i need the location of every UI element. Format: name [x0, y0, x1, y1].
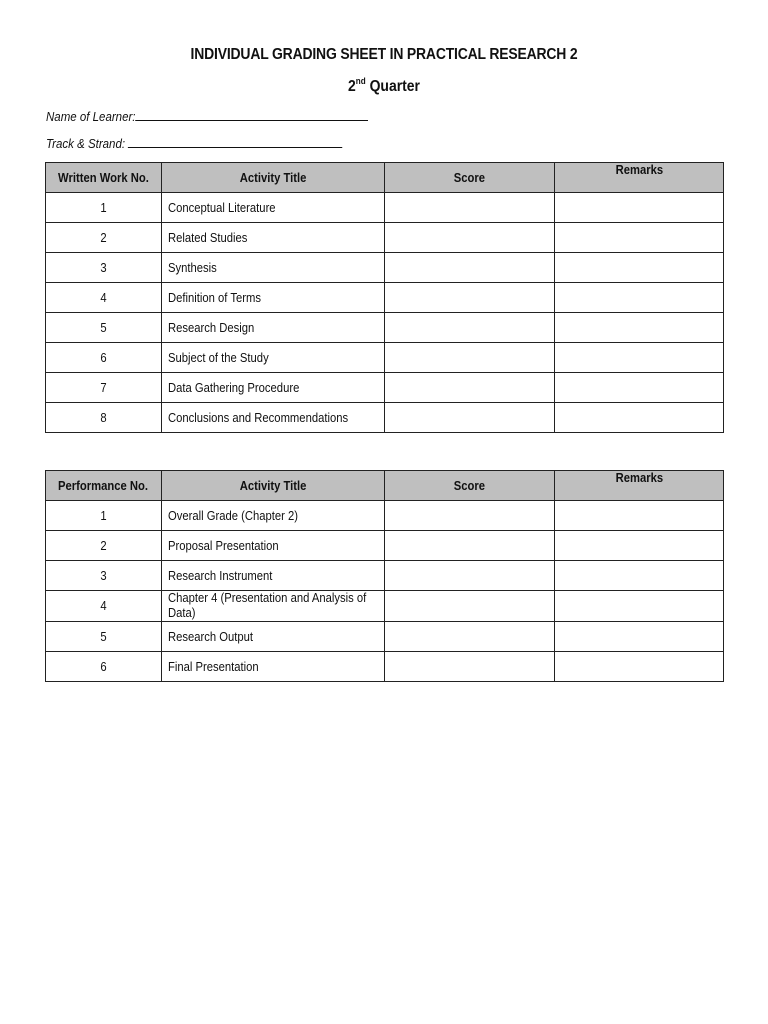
- remarks-cell[interactable]: [555, 253, 724, 283]
- written-work-number: 7: [46, 373, 162, 403]
- track-strand-field: [46, 135, 343, 151]
- remarks-cell[interactable]: [555, 283, 724, 313]
- table-row: [46, 373, 724, 403]
- written-work-number: 5: [46, 313, 162, 343]
- table-row: [46, 622, 724, 652]
- column-header-remarks: Remarks: [555, 163, 724, 193]
- quarter-ordinal-suffix: nd: [355, 76, 366, 86]
- performance-number: 3: [46, 561, 162, 591]
- table-row: [46, 531, 724, 561]
- column-header-activity-title: Activity Title: [162, 163, 385, 193]
- score-cell[interactable]: [385, 373, 555, 403]
- quarter-word: Quarter: [365, 78, 420, 96]
- document-title: INDIVIDUAL GRADING SHEET IN PRACTICAL RESEARCH 2: [190, 46, 578, 63]
- column-header-activity-title: Activity Title: [162, 471, 385, 501]
- column-header-performance-no: Performance No.: [46, 471, 162, 501]
- score-cell[interactable]: [385, 652, 555, 682]
- learner-name-blank[interactable]: [135, 108, 368, 121]
- quarter-heading: [38, 77, 729, 96]
- table-row: [46, 313, 724, 343]
- written-work-number: 6: [46, 343, 162, 373]
- table-row: [46, 343, 724, 373]
- written-work-table: [45, 162, 724, 433]
- activity-title: Conclusions and Recommendations: [162, 403, 385, 433]
- score-cell[interactable]: [385, 313, 555, 343]
- track-strand-blank[interactable]: [128, 135, 342, 148]
- table-header-row: [46, 163, 724, 193]
- activity-title: Conceptual Literature: [162, 193, 385, 223]
- table-header-row: [46, 471, 724, 501]
- score-cell[interactable]: [385, 223, 555, 253]
- score-cell[interactable]: [385, 343, 555, 373]
- score-cell[interactable]: [385, 403, 555, 433]
- column-header-remarks: Remarks: [555, 471, 724, 501]
- performance-number: 1: [46, 501, 162, 531]
- quarter-number: 2: [348, 78, 356, 96]
- activity-title: Definition of Terms: [162, 283, 385, 313]
- remarks-cell[interactable]: [555, 403, 724, 433]
- activity-title: Final Presentation: [162, 652, 385, 682]
- score-cell[interactable]: [385, 591, 555, 622]
- remarks-cell[interactable]: [555, 622, 724, 652]
- table-row: [46, 403, 724, 433]
- written-work-number: 1: [46, 193, 162, 223]
- remarks-cell[interactable]: [555, 652, 724, 682]
- learner-name-label: Name of Learner:: [46, 110, 136, 124]
- score-cell[interactable]: [385, 561, 555, 591]
- score-cell[interactable]: [385, 501, 555, 531]
- remarks-cell[interactable]: [555, 313, 724, 343]
- performance-number: 2: [46, 531, 162, 561]
- score-cell[interactable]: [385, 193, 555, 223]
- written-work-number: 3: [46, 253, 162, 283]
- track-strand-label: Track & Strand:: [46, 137, 129, 151]
- remarks-cell[interactable]: [555, 501, 724, 531]
- table-row: [46, 561, 724, 591]
- activity-title: Data Gathering Procedure: [162, 373, 385, 403]
- activity-title: Overall Grade (Chapter 2): [162, 501, 385, 531]
- activity-title: Synthesis: [162, 253, 385, 283]
- written-work-number: 2: [46, 223, 162, 253]
- activity-title: Research Instrument: [162, 561, 385, 591]
- score-cell[interactable]: [385, 283, 555, 313]
- remarks-cell[interactable]: [555, 373, 724, 403]
- written-work-number: 4: [46, 283, 162, 313]
- table-row: [46, 652, 724, 682]
- performance-number: 5: [46, 622, 162, 652]
- activity-title: Research Output: [162, 622, 385, 652]
- activity-title: Research Design: [162, 313, 385, 343]
- activity-title: Chapter 4 (Presentation and Analysis of Data): [162, 591, 385, 622]
- remarks-cell[interactable]: [555, 223, 724, 253]
- table-row: [46, 253, 724, 283]
- remarks-cell[interactable]: [555, 193, 724, 223]
- column-header-score: Score: [385, 163, 555, 193]
- score-cell[interactable]: [385, 622, 555, 652]
- table-row: [46, 223, 724, 253]
- performance-table: [45, 470, 724, 682]
- learner-name-field: [46, 108, 368, 124]
- written-work-number: 8: [46, 403, 162, 433]
- activity-title: Subject of the Study: [162, 343, 385, 373]
- table-row: [46, 193, 724, 223]
- remarks-cell[interactable]: [555, 591, 724, 622]
- activity-title: Proposal Presentation: [162, 531, 385, 561]
- column-header-written-work-no: Written Work No.: [46, 163, 162, 193]
- activity-title: Related Studies: [162, 223, 385, 253]
- column-header-score: Score: [385, 471, 555, 501]
- performance-number: 6: [46, 652, 162, 682]
- remarks-cell[interactable]: [555, 343, 724, 373]
- table-row: [46, 283, 724, 313]
- score-cell[interactable]: [385, 253, 555, 283]
- performance-number: 4: [46, 591, 162, 622]
- table-row: [46, 591, 724, 622]
- remarks-cell[interactable]: [555, 531, 724, 561]
- remarks-cell[interactable]: [555, 561, 724, 591]
- score-cell[interactable]: [385, 531, 555, 561]
- table-row: [46, 501, 724, 531]
